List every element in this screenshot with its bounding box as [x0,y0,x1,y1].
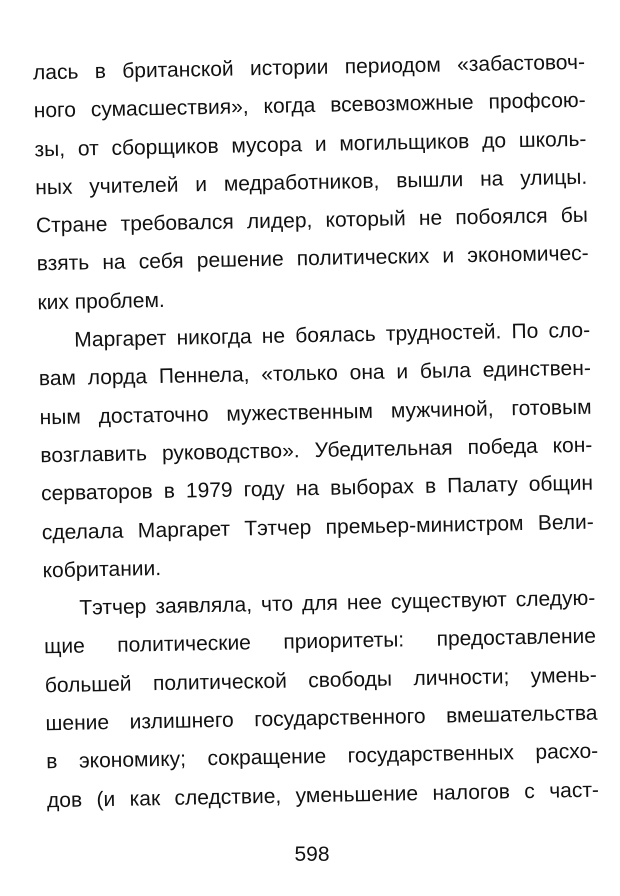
paragraph [33,44,590,323]
paragraph [38,312,595,591]
text-line: возглавить руководство». Убедительная победа кон- [40,433,593,468]
text-line: Тэтчер заявляла, что для нее существуют следую- [79,586,596,620]
text-line: Стране требовался лидер, который не побоялся бы [35,203,589,238]
text-line: большей политической свободы личности; умень- [44,663,597,698]
text-line: ного сумасшествия», когда всевозможные профсою- [33,89,586,123]
text-line: взять на себя решение политических и экономичес- [36,242,589,276]
paragraph [43,580,599,820]
text-line: серваторов в 1979 году на выборах в Палату общин [40,471,594,506]
text-line: вам лорда Пеннела, «только она и была единствен- [38,357,592,391]
text-line: дов (и как следствие, уменьшение налогов с част- [46,778,600,812]
text-line: сделала Маргарет Тэтчер премьер-министром Вели- [41,510,594,544]
text-line: зы, от сборщиков мусора и могильщиков до школь- [34,127,587,161]
text-line: кобритании. [42,556,162,583]
body-text [33,44,600,820]
text-line: ных учителей и медработников, вышли на улицы. [35,165,588,200]
text-line: ным достаточно мужественным мужчиной, готовым [39,395,592,429]
text-line: лась в британской истории периодом «забастовоч- [32,50,586,85]
text-line: щие политические приоритеты: предоставление [43,625,597,659]
page-number: 598 [294,843,330,866]
text-line: ких проблем. [37,288,165,315]
text-line: шение излишнего государственного вмешательства [45,701,598,736]
text-line: в экономику; сокращение государственных расхо- [46,739,599,774]
text-line: Маргарет никогда не боялась трудностей. По сло- [73,318,591,352]
